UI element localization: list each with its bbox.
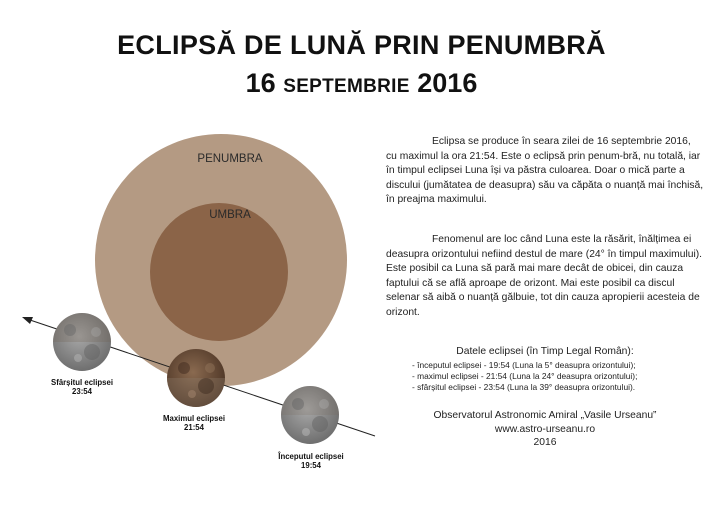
description-paragraph-1: Eclipsa se produce în seara zilei de 16 septembrie 2016, cu maximul la ora 21:54. Este o eclipsă prin penum-bră, nu totală, iar în timpul eclipsei Luna își va păstra culoarea. Doar o mică parte a discului (jumătatea de deasupra) său va căpăta o nuanță mai închisă, în preajma maximului.: [386, 136, 704, 206]
credits-organization: Observatorul Astronomic Amiral „Vasile Urseanu”: [433, 410, 657, 421]
penumbra-label: PENUMBRA: [197, 153, 263, 165]
umbra-disc: [150, 203, 288, 341]
credits-website: www.astro-urseanu.ro: [494, 423, 596, 435]
moon-start-label: Începutul eclipsei: [278, 452, 344, 461]
title-day: 16: [245, 68, 276, 98]
moon-max-label: Maximul eclipsei: [163, 414, 225, 423]
eclipse-dates: [386, 345, 704, 394]
moon-start: [281, 386, 339, 444]
title-line-1: ECLIPSĂ DE LUNĂ PRIN PENUMBRĂ: [117, 30, 606, 60]
eclipse-dates-title: Datele eclipsei (în Timp Legal Român):: [456, 346, 634, 357]
date-start: - începutul eclipsei - 19:54 (Luna la 5° deasupra orizontului);: [412, 360, 636, 370]
moon-max-time: 21:54: [184, 423, 204, 432]
moon-max: [167, 349, 225, 407]
credits: [386, 409, 704, 450]
moon-start-time: 19:54: [301, 461, 321, 470]
title-year: 2016: [417, 68, 478, 98]
moon-path-arrowhead: [22, 317, 33, 324]
umbra-label: UMBRA: [209, 209, 251, 221]
moon-end-time: 23:54: [72, 387, 92, 396]
moon-end-label: Sfârșitul eclipsei: [51, 378, 113, 387]
description-paragraph-2: Fenomenul are loc când Luna este la răsărit, înălțimea ei deasupra orizontului nefiind destul de mare (24° în timpul maximului). Este posibil ca Luna să pară mai mare decât de obicei, din cauza faptului că se află aproape de orizont. Mai este posibil ca discul selenar să aibă o nuanță gălbuie, tot din cauza apropierii acesteia de orizont.: [386, 234, 703, 318]
date-end: - sfârșitul eclipsei - 23:54 (Luna la 39° deasupra orizontului).: [412, 382, 636, 393]
date-max: - maximul eclipsei - 21:54 (Luna la 24° deasupra orizontului);: [412, 371, 638, 382]
title-month: SEPTEMBRIE: [283, 76, 410, 97]
credits-year: 2016: [533, 437, 557, 449]
moon-end: [53, 313, 111, 371]
